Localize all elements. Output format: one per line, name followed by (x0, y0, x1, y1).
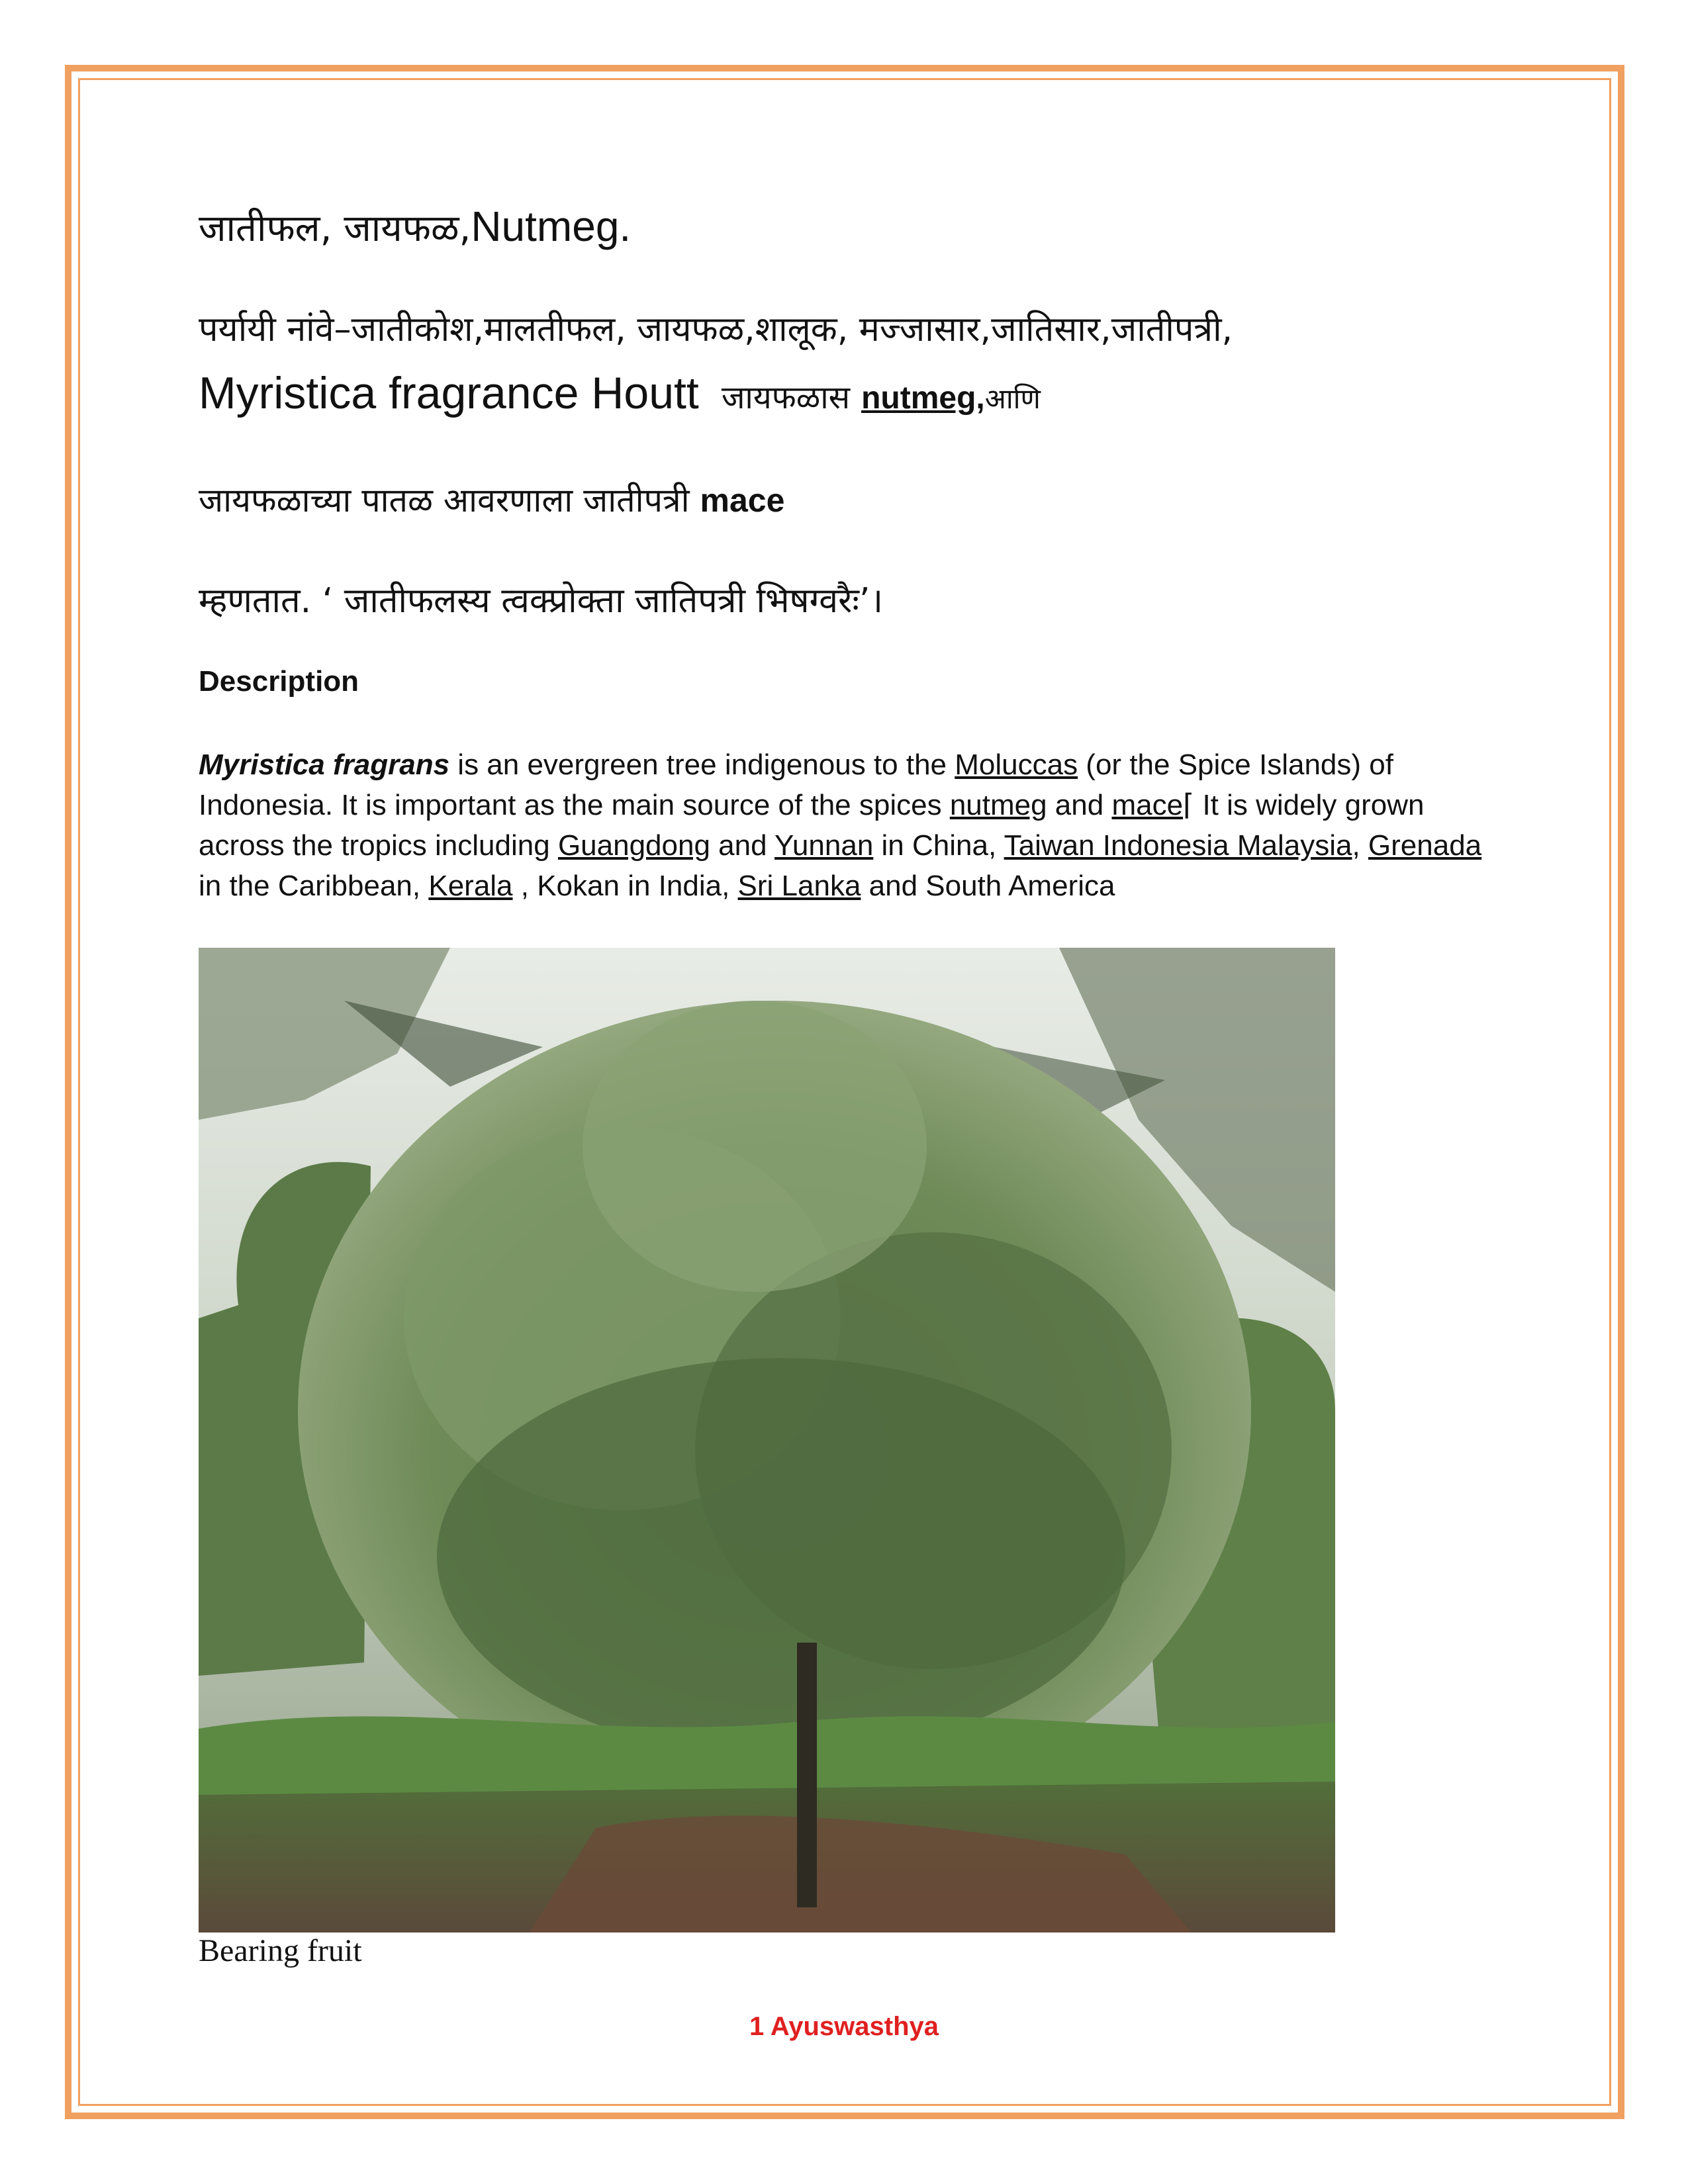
link-yunnan[interactable]: Yunnan (774, 829, 874, 862)
link-nutmeg[interactable]: nutmeg (949, 789, 1047, 821)
quote-prefix: म्हणतात. (199, 581, 312, 621)
species-name: Myristica fragrans (199, 749, 450, 781)
scientific-name: Myristica fragrance Houtt (199, 368, 699, 418)
link-taiwan-indonesia-malaysia[interactable]: Taiwan Indonesia Malaysia (1004, 829, 1352, 862)
nutmeg-tree-photo (199, 948, 1335, 1933)
scientific-marathi: जायफळास (721, 379, 851, 416)
sanskrit-quote-line (199, 576, 883, 623)
desc-text: and (1047, 789, 1112, 821)
desc-text: and (710, 829, 775, 862)
link-moluccas[interactable]: Moluccas (955, 749, 1078, 781)
page-title (199, 202, 631, 252)
link-grenada[interactable]: Grenada (1368, 829, 1482, 862)
desc-text: ⌈ It is widely grown across the tropics including (199, 789, 1425, 862)
desc-text: and South America (861, 870, 1115, 902)
synonyms-line: पर्यायी नांवे–जातीकोश,मालतीफल, जायफळ,शालूक, मज्जासार,जातिसार,जातीपत्री, (199, 310, 1233, 349)
link-guangdong[interactable]: Guangdong (557, 829, 710, 862)
desc-text: in the Caribbean, (199, 870, 429, 902)
title-english: Nutmeg. (471, 203, 632, 250)
link-kerala[interactable]: Kerala (428, 870, 513, 902)
description-paragraph (199, 745, 1496, 906)
nutmeg-term: nutmeg, (861, 381, 985, 416)
desc-text: in China, (873, 829, 1004, 862)
mace-marathi: जायफळाच्या पातळ आवरणाला जातीपत्री (199, 481, 690, 520)
title-marathi: जातीफल, जायफळ, (199, 207, 471, 250)
mace-term: mace (700, 482, 785, 519)
link-mace[interactable]: mace (1111, 789, 1184, 821)
desc-text: , (1352, 829, 1368, 862)
mace-line (199, 477, 784, 522)
desc-text: (or the Spice Islands) of Indonesia. It is important as the main source of the spices (199, 749, 1393, 821)
desc-text: is an evergreen tree indigenous to the (449, 749, 955, 781)
desc-text: , Kokan in India, (512, 870, 738, 902)
photo-caption: Bearing fruit (199, 1933, 362, 1968)
page-footer: 1 Ayuswasthya (749, 2012, 939, 2041)
scientific-name-line (199, 367, 1041, 420)
sanskrit-quote: ‘ जातीफलस्य त्वक्प्रोक्ता जातिपत्री भिषग्वरैः’। (311, 581, 884, 621)
description-heading: Description (199, 665, 359, 698)
link-sri-lanka[interactable]: Sri Lanka (737, 870, 861, 902)
aani-word: आणि (984, 383, 1041, 415)
